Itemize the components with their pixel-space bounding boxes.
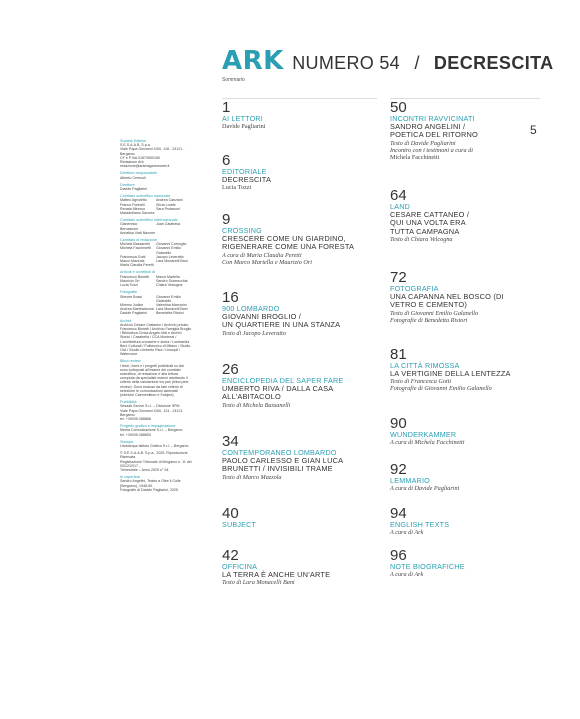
colophon-name: Chiara Velcogna — [156, 283, 183, 288]
colophon-line: Archivio Cesare Cattaneo / Archivio privato Francesco Bonetti / Archivio Famiglia Broglio / Biblioteca Civica Angelo Mai e Archivi Storici / Casabella / CCA Montreal / L'architettura cronache e storia / Lombardia Beni Culturali / Politecnico di Milano / Studio OrA / Studio Umberto Riva / Unicopli / Watercone — [120, 322, 192, 357]
colophon-name — [156, 263, 192, 267]
toc-entry — [390, 548, 540, 578]
toc-title: UN QUARTIERE IN UNA STANZA — [222, 320, 341, 330]
colophon-line: CF e P.IVA 01873990160 — [120, 155, 161, 160]
toc-page-number: 72 — [390, 269, 407, 286]
colophon-line: Alberto Ceresoli — [120, 175, 146, 180]
toc-section: NOTE BIOGRAFICHE — [390, 562, 465, 571]
colophon-section — [120, 451, 192, 472]
colophon-name — [156, 211, 192, 215]
colophon-line: Trimestrale – Anno 2025 n° 54 — [120, 468, 169, 473]
colophon-name: Michela Facchinetti — [120, 246, 151, 251]
toc-title: GIOVANNI BROGLIO / — [222, 312, 302, 321]
colophon-name: Lara Monacelli Bani — [156, 259, 188, 264]
colophon-line: Litostampa Istituto Grafico S.r.l. – Bergamo — [120, 444, 189, 448]
colophon-section — [120, 270, 192, 287]
colophon-section — [120, 139, 192, 168]
toc-title: POETICA DEL RITORNO — [390, 130, 478, 140]
ark-logo: ARK — [222, 46, 284, 76]
toc-entry — [390, 416, 540, 446]
colophon-heading: Blind review — [120, 359, 141, 364]
colophon-heading: Comitato scientifico internazionale — [120, 218, 178, 223]
toc-credit: Michela Facchinetti — [390, 153, 440, 161]
colophon-name: Maurizio Ori — [120, 278, 140, 283]
colophon-names — [120, 275, 192, 288]
toc-section: LA CITTÀ RIMOSSA — [390, 361, 460, 370]
colophon-heading: Comitato di redazione — [120, 238, 157, 243]
colophon-section — [120, 319, 192, 357]
toc-title: VETRO E CEMENTO) — [390, 300, 467, 310]
toc-section: LAND — [390, 202, 410, 211]
colophon-heading: Fotografie — [120, 290, 138, 295]
colophon-name: Andrea Canziani — [156, 198, 183, 203]
toc-section: 900 LOMBARDO — [222, 304, 280, 313]
toc-entry — [222, 506, 382, 529]
toc-credit: Lucia Tozzi — [222, 184, 252, 192]
colophon-name: Francesco Bonetti — [120, 274, 149, 279]
toc-page-number: 16 — [222, 289, 239, 306]
toc-entry — [222, 548, 382, 586]
toc-section: OFFICINA — [222, 562, 258, 571]
colophon-name: Simone Bossi — [120, 294, 142, 299]
toc-entry — [390, 100, 540, 161]
issue-theme: DECRESCITA — [433, 53, 554, 73]
toc-credit: A cura di Davide Pagliarini — [390, 485, 460, 492]
toc-title: UMBERTO RIVA / DALLA CASA — [222, 384, 334, 393]
colophon-name: Franco Forinelli — [120, 202, 145, 207]
toc-title: CRESCERE COME UN GIARDINO, — [222, 234, 346, 243]
colophon-names — [120, 295, 192, 316]
toc-credit: Testo di Giovanni Emilio Galanello — [390, 309, 479, 317]
toc-title: UNA CAPANNA NEL BOSCO (DI — [390, 292, 504, 301]
colophon-line: S.E.S.A.A.B. S.p.a. — [120, 143, 151, 148]
colophon-heading: Stampa — [120, 439, 134, 444]
toc-page-number: 94 — [390, 505, 407, 522]
toc-title: LA TERRA È ANCHE UN'ARTE — [222, 570, 331, 579]
colophon-name: Silvia Lodde — [156, 202, 176, 207]
colophon-name: Massimiliano Savorra — [120, 211, 155, 216]
toc-entry — [222, 212, 382, 266]
toc-page-number: 1 — [222, 99, 231, 116]
toc-entry — [222, 290, 382, 337]
sommario-label: Sommario — [222, 77, 245, 83]
toc-page-number: 81 — [390, 346, 407, 363]
divider — [222, 98, 377, 99]
colophon-name: Maria Claudia Peretti — [120, 263, 154, 268]
colophon-heading: Pubblicità — [120, 400, 137, 405]
toc-page-number: 50 — [390, 99, 407, 116]
colophon-name: Giovanni Emilio Galanello — [156, 246, 181, 255]
toc-section: ENGLISH TEXTS — [390, 520, 450, 529]
colophon-heading: Società Editrice — [120, 139, 147, 143]
toc-entry — [390, 506, 540, 536]
colophon-name: Andrea Martiradonna — [120, 307, 154, 312]
colophon-section — [120, 424, 192, 437]
colophon-section — [120, 194, 192, 215]
toc-title: SANDRO ANGELINI / — [390, 122, 466, 131]
colophon-line: Viale Papa Giovanni XXIII, 124 - 24121 Bergamo — [120, 408, 183, 417]
colophon-heading: Archivi — [120, 318, 132, 323]
colophon-heading: In copertina — [120, 475, 140, 480]
colophon-name: Sandro Scarrocchia — [156, 278, 188, 283]
toc-section: SUBJECT — [222, 520, 257, 529]
colophon-line: Mema Comunicazione S.r.l. – Bergamo — [120, 428, 183, 433]
colophon-line: Registrazione Tribunale di Bergamo n. 11 del 03/12/2017 - — [120, 459, 192, 468]
colophon-section — [120, 238, 192, 267]
colophon-line: Sesaab Servizi S.r.l. – Divisione SPM — [120, 404, 180, 409]
toc-credit: Testo di Michela Bassanelli — [222, 401, 291, 409]
colophon-name: Mimmo Jodice — [120, 302, 144, 307]
colophon-line: tel. +39035.358853 — [120, 432, 151, 437]
colophon-name: Jacopo Leveratto — [156, 254, 184, 259]
toc-section: LEMMARIO — [390, 476, 430, 485]
toc-credit: Con Marco Martella e Maurizio Ori — [222, 258, 312, 266]
colophon-name: Lucia Tozzi — [120, 283, 138, 288]
colophon-section — [120, 400, 192, 421]
toc-credit: A cura di Ark — [390, 571, 424, 578]
toc-page-number: 64 — [390, 187, 407, 204]
toc-credit: Testo di Lara Monacelli Bani — [222, 579, 295, 587]
toc-title: LA VERTIGINE DELLA LENTEZZA — [390, 369, 511, 378]
toc-section: CONTEMPORANEO LOMBARDO — [222, 448, 337, 457]
colophon-names — [120, 222, 192, 235]
toc-section: AI LETTORI — [222, 114, 264, 123]
colophon-name: Marco Martella — [156, 274, 180, 279]
colophon-name: Benedetta Ristori — [156, 311, 184, 316]
toc-page-number: 26 — [222, 361, 239, 378]
colophon-section — [120, 475, 192, 492]
toc-section: EDITORIALE — [222, 167, 267, 176]
toc-page-number: 96 — [390, 547, 407, 564]
page-number: 5 — [530, 123, 537, 137]
colophon-name: Davide Pagliarini — [120, 311, 147, 316]
toc-section: CROSSING — [222, 226, 262, 235]
issue-number: NUMERO 54 — [292, 53, 400, 73]
colophon-section — [120, 218, 192, 235]
colophon-section — [120, 171, 192, 179]
toc-page-number: 34 — [222, 433, 239, 450]
toc-credit: A cura di Michela Facchinetti — [390, 439, 465, 446]
colophon-name: Annalisa Viati Navone — [120, 230, 156, 235]
toc-page-number: 6 — [222, 152, 231, 169]
toc-entry — [390, 188, 540, 243]
toc-title: RIGENERARE COME UNA FORESTA — [222, 242, 355, 252]
toc-credit: Davide Pagliarini — [222, 123, 266, 130]
toc-page-number: 90 — [390, 415, 407, 432]
colophon-section — [120, 440, 192, 448]
toc-section: WUNDERKAMMER — [390, 430, 457, 439]
colophon-name — [156, 231, 192, 235]
colophon-name: Francesca Gotti — [120, 254, 146, 259]
colophon-names — [120, 242, 192, 267]
masthead — [222, 46, 554, 76]
colophon-section — [120, 290, 192, 315]
toc-entry — [222, 434, 382, 481]
colophon-section — [120, 359, 192, 397]
toc-title: BRUNETTI / INVISIBILI TRAME — [222, 464, 333, 474]
colophon-name: Valentina Marcarini — [156, 302, 187, 307]
toc-title: ALL'ABITACOLO — [222, 392, 281, 402]
toc-credit: Testo di Jacopo Leveratto — [222, 329, 286, 337]
colophon-name: Matteo Agnoletto — [120, 198, 147, 203]
toc-credit: Incontro con i testimoni a cura di — [390, 146, 473, 154]
colophon — [120, 139, 192, 495]
toc-title: TUTTA CAMPAGNA — [390, 226, 460, 236]
toc-title: CESARE CATTANEO / — [390, 210, 470, 219]
colophon-name: Juan Calatrava — [156, 222, 181, 227]
colophon-name: Michela Bassanelli — [120, 242, 150, 247]
colophon-line: Redazione Ark: redazione@arkmagazineweb.it — [120, 160, 170, 169]
colophon-heading: Direttore — [120, 182, 135, 187]
toc-section: ENCICLOPEDIA DEL SAPER FARE — [222, 376, 344, 385]
colophon-heading: Direttore responsabile — [120, 171, 158, 176]
toc-page-number: 42 — [222, 547, 239, 564]
colophon-names — [120, 198, 192, 215]
toc-page-number: 9 — [222, 211, 231, 228]
toc-credit: Testo di Marco Mazzola — [222, 473, 282, 481]
toc-credit: Fotografie di Benedetta Ristori — [390, 316, 468, 324]
colophon-heading: Comitato scientifico nazionale — [120, 194, 171, 199]
toc-credit: A cura di Ark — [390, 529, 424, 536]
toc-title: PAOLO CARLESSO E GIAN LUCA — [222, 456, 344, 465]
colophon-line: tel. +39035.358888 — [120, 416, 151, 421]
toc-credit: Fotografie di Giovanni Emilio Galanello — [390, 385, 492, 393]
toc-credit: A cura di Maria Claudia Peretti — [222, 251, 302, 259]
colophon-line: Fotografie di Davide Pagliarini, 2025. — [120, 487, 179, 492]
colophon-name: Sara Protasoni — [156, 206, 180, 211]
colophon-name: Giovanni Comoglio — [156, 242, 187, 247]
toc-entry — [390, 270, 540, 324]
toc-entry — [222, 362, 382, 409]
colophon-line: © S.E.S.A.A.B. S.p.a., 2025. Riproduzione Riservata — [120, 451, 188, 460]
colophon-heading: Articoli e contributi di — [120, 270, 156, 275]
toc-page-number: 40 — [222, 505, 239, 522]
toc-section: FOTOGRAFIA — [390, 284, 439, 293]
masthead-separator: / — [414, 53, 420, 73]
toc-entry — [390, 462, 540, 492]
colophon-heading: Progetto grafico e impaginazione — [120, 424, 176, 429]
toc-entry — [390, 347, 540, 392]
colophon-line: Sandro Angelini, Teatro a Oltre il Colle (Bergamo), 1948-50. — [120, 479, 181, 488]
toc-title: QUI UNA VOLTA ERA — [390, 218, 466, 228]
colophon-name: Marco Mazzola — [120, 259, 145, 264]
toc-section: INCONTRI RAVVICINATI — [390, 114, 475, 123]
colophon-line: I testi, i temi e i progetti pubblicati su Ark sono sottoposti all'esame del comitato scientifico, di redazione e alla lettura compiuta da specialisti esterni adottando il criterio della valutazione tra pari (blind peer review). Sono escluse da tale criterio di selezione le comunicazioni aziendali (rubriche Caemenitium e Subject). — [120, 363, 189, 397]
colophon-name: Lara Monacelli Bani — [156, 307, 188, 312]
colophon-line: Viale Papa Giovanni XXIII, 118 - 24121 - Bergamo — [120, 147, 185, 156]
toc-entry — [222, 153, 382, 191]
toc-title: DECRESCITA — [222, 175, 272, 184]
toc-page-number: 92 — [390, 461, 407, 478]
toc-entry — [222, 100, 382, 130]
colophon-line: Davide Pagliarini — [120, 187, 147, 192]
divider — [390, 98, 540, 99]
colophon-name: Giovanni Emilio Galanello — [156, 294, 181, 303]
toc-credit: Testo di Chiara Velcogna — [390, 236, 453, 244]
colophon-name: Renata Mirecco — [120, 206, 146, 211]
toc-credit: Testo di Davide Pagliarini — [390, 139, 456, 147]
toc-credit: Testo di Francesca Gotti — [390, 378, 452, 386]
colophon-name: Gianenrico Bernasconi — [120, 222, 138, 231]
colophon-section — [120, 183, 192, 191]
